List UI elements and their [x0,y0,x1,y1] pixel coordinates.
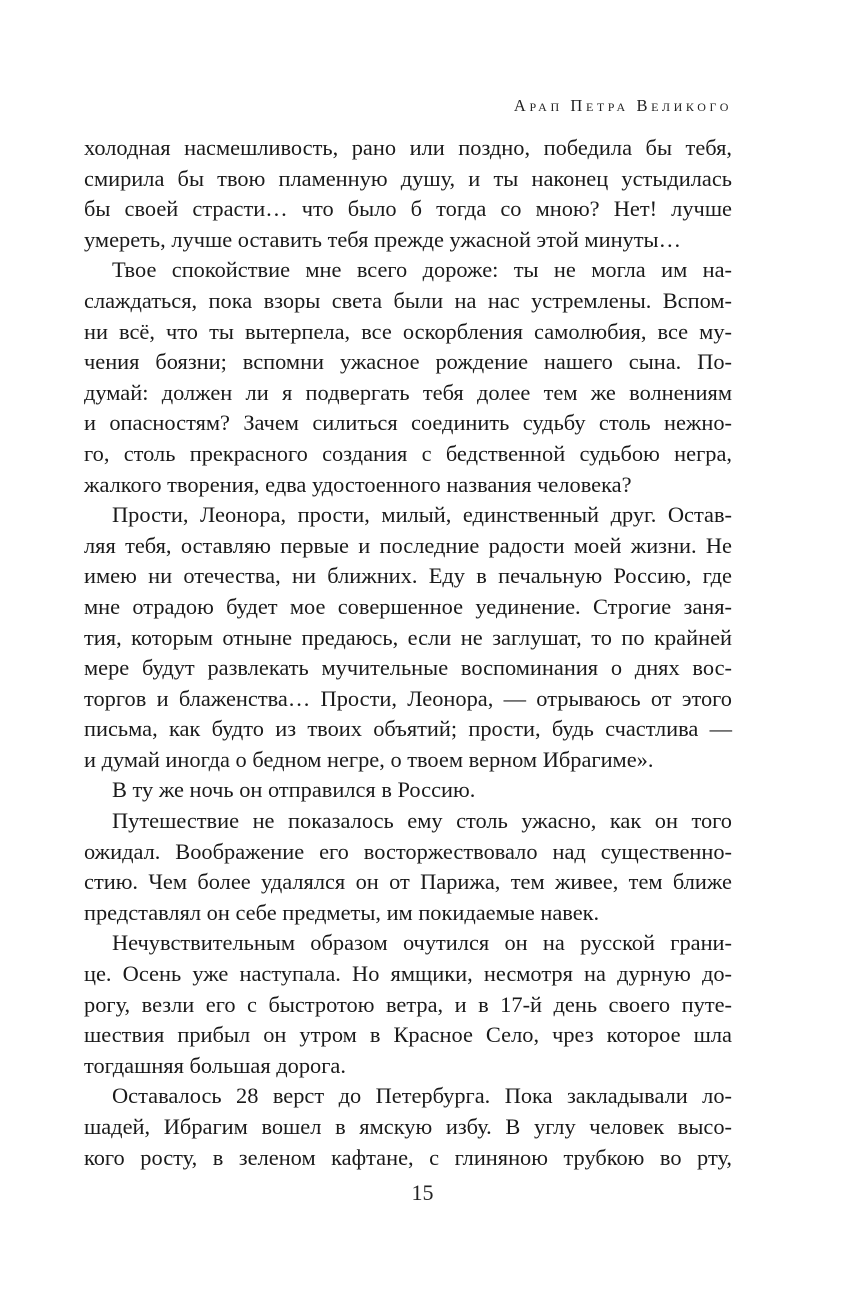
text-line: це. Осень уже наступала. Но ямщики, несмотря на дурную до- [84,961,732,987]
paragraph [84,255,732,500]
text-line: тия, которым отныне предаюсь, если не заглушат, то по крайней [84,624,732,650]
text-line: холодная насмешливость, рано или поздно, победила бы тебя, [84,135,732,160]
text-line: тогдашняя большая дорога. [84,1052,346,1078]
paragraph [84,806,732,928]
text-line: Прости, Леонора, прости, милый, единственный друг. Остав- [112,502,732,528]
paragraph [84,133,732,255]
text-line: Нечувствительным образом очутился он на русской грани- [112,930,732,956]
running-head: Арап Петра Великого [513,96,732,115]
text-line: шествия прибыл он утром в Красное Село, чрез которое шла [84,1022,732,1048]
text-line: бы своей страсти… что было б тогда со мною? Нет! лучше [84,196,732,222]
text-line: ни всё, что ты вытерпела, все оскорбления самолюбия, все му- [84,318,732,344]
text-line: имею ни отечества, ни ближних. Еду в печальную Россию, где [84,563,732,589]
text-line: и думай иногда о бедном негре, о твоем верном Ибрагиме». [84,746,654,772]
text-line: чения боязни; вспомни ужасное рождение нашего сына. По- [84,349,732,375]
text-line: Твое спокойствие мне всего дороже: ты не могла им на- [112,257,732,283]
text-line: шадей, Ибрагим вошел в ямскую избу. В углу человек высо- [84,1114,732,1139]
paragraph [84,1081,732,1173]
text-line: го, столь прекрасного создания с бедственной судьбою негра, [84,440,732,466]
text-line: Путешествие не показалось ему столь ужасно, как он того [112,808,732,834]
text-line: представлял он себе предметы, им покидаемые навек. [84,899,600,925]
text-line: слаждаться, пока взоры света были на нас устремлены. Вспом- [84,287,732,313]
text-line: кого росту, в зеленом кафтане, с глиняною трубкою во рту, [84,1144,732,1170]
text-line: смирила бы твою пламенную душу, и ты наконец устыдилась [84,165,732,191]
text-line: умереть, лучше оставить тебя прежде ужасной этой минуты… [84,226,681,252]
text-line: письма, как будто из твоих объятий; прости, будь счастлива — [84,716,732,742]
body-text [84,133,732,1173]
text-line: Оставалось 28 верст до Петербурга. Пока закладывали ло- [112,1083,732,1109]
page-number: 15 [411,1180,434,1205]
text-line: торгов и блаженства… Прости, Леонора, — отрываюсь от этого [84,685,732,711]
text-line: В ту же ночь он отправился в Россию. [112,777,476,803]
text-line: жалкого творения, едва удостоенного названия человека? [84,471,632,497]
text-line: думай: должен ли я подвергать тебя долее тем же волнениям [84,379,732,405]
text-line: мне отрадою будет мое совершенное уединение. Строгие заня- [84,593,732,619]
text-line: ляя тебя, оставляю первые и последние радости моей жизни. Не [84,532,732,558]
text-line: рогу, везли его с быстротою ветра, и в 17-й день своего путе- [84,991,732,1017]
text-line: ожидал. Воображение его восторжествовало над существенно- [84,838,732,864]
paragraph [84,775,732,806]
text-line: стию. Чем более удалялся он от Парижа, тем живее, тем ближе [84,869,732,895]
paragraph [84,500,732,775]
text-line: и опасностям? Зачем силиться соединить судьбу столь нежно- [84,410,732,436]
paragraph [84,928,732,1081]
text-line: мере будут развлекать мучительные воспоминания о днях вос- [84,655,732,681]
